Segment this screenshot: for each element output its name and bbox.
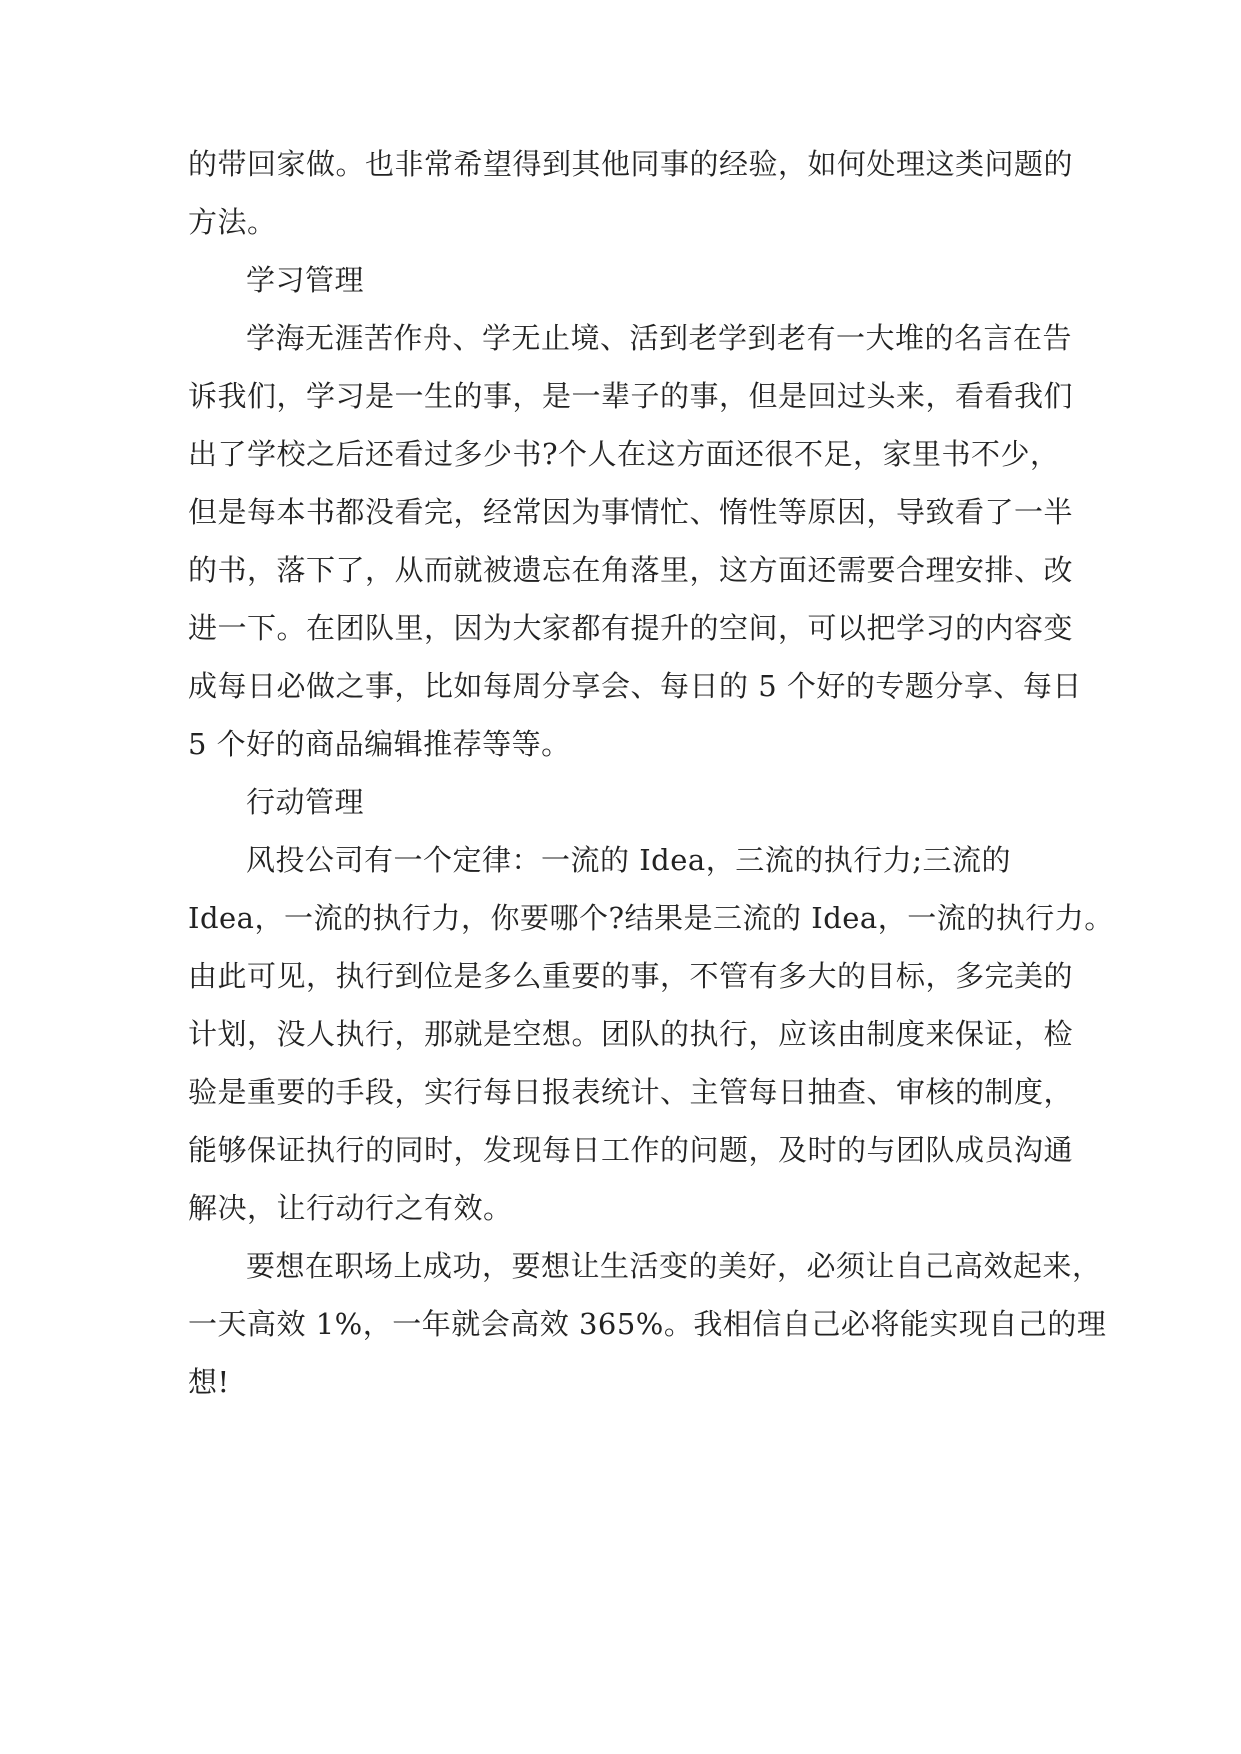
text-line: 能够保证执行的同时，发现每日工作的问题，及时的与团队成员沟通 [188,1133,1074,1167]
text-line: 想! [188,1365,230,1399]
text-line: 计划，没人执行，那就是空想。团队的执行，应该由制度来保证，检 [188,1017,1074,1051]
text-line: 由此可见，执行到位是多么重要的事，不管有多大的目标，多完美的 [188,959,1074,993]
text-line: 解决，让行动行之有效。 [188,1191,513,1225]
section-heading-action: 行动管理 [246,785,365,819]
text-line: 验是重要的手段，实行每日报表统计、主管每日抽查、审核的制度， [188,1075,1074,1109]
text-line: 的带回家做。也非常希望得到其他同事的经验，如何处理这类问题的 [188,147,1074,181]
text-line: 成每日必做之事，比如每周分享会、每日的 5 个好的专题分享、每日 [188,669,1082,703]
text-line: 一天高效 1%，一年就会高效 365%。我相信自己必将能实现自己的理 [188,1307,1107,1341]
text-line: 要想在职场上成功，要想让生活变的美好，必须让自己高效起来， [246,1249,1102,1283]
text-line: 诉我们，学习是一生的事，是一辈子的事，但是回过头来，看看我们 [188,379,1074,413]
text-line: 出了学校之后还看过多少书?个人在这方面还很不足，家里书不少， [188,437,1060,471]
text-line: 5 个好的商品编辑推荐等等。 [188,727,571,761]
text-line: 方法。 [188,205,277,239]
text-line: 学海无涯苦作舟、学无止境、活到老学到老有一大堆的名言在告 [246,321,1073,355]
text-line: Idea，一流的执行力，你要哪个?结果是三流的 Idea，一流的执行力。 [188,901,1114,935]
text-line: 但是每本书都没看完，经常因为事情忙、惰性等原因，导致看了一半 [188,495,1074,529]
text-line: 进一下。在团队里，因为大家都有提升的空间，可以把学习的内容变 [188,611,1074,645]
section-heading-study: 学习管理 [246,263,365,297]
text-line: 的书，落下了，从而就被遗忘在角落里，这方面还需要合理安排、改 [188,553,1074,587]
text-line: 风投公司有一个定律：一流的 Idea，三流的执行力;三流的 [246,843,1011,877]
